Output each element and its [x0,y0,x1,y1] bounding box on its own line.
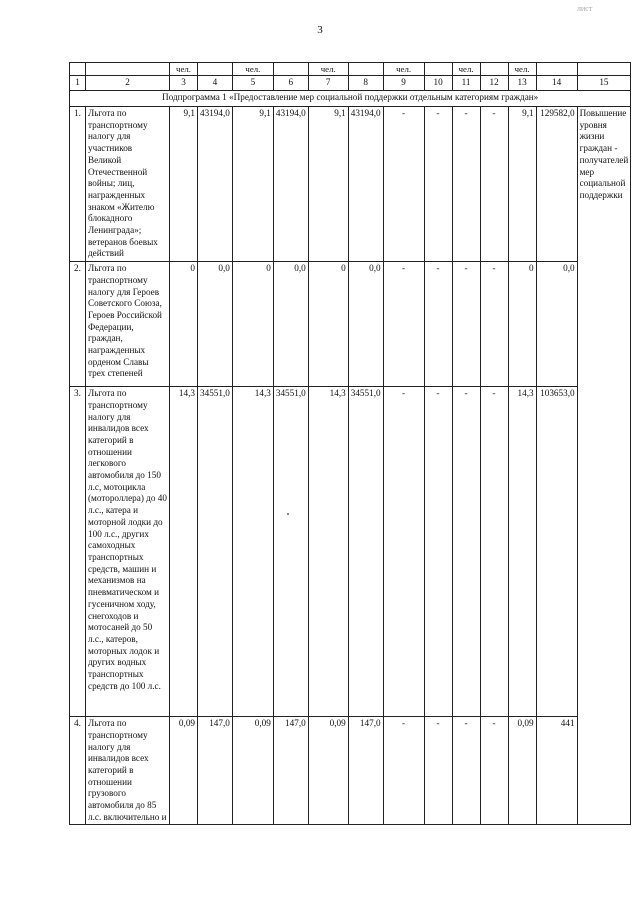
unit-cell [577,63,631,76]
value-cell: 0,09 [232,717,273,825]
value-cell: 9,1 [232,107,273,262]
value-cell: 14,3 [232,387,273,717]
unit-header-row [70,63,631,76]
empty-value-cell: - [424,717,452,825]
value-cell: 43194,0 [348,107,383,262]
unit-cell [480,63,508,76]
column-number: 4 [198,76,233,91]
row-number: 2. [70,262,86,387]
unit-cell: чел. [232,63,273,76]
value-cell: 0 [308,262,348,387]
unit-cell [70,63,86,76]
unit-cell [273,63,308,76]
value-cell: 0,0 [273,262,308,387]
empty-value-cell: - [424,262,452,387]
value-cell: 0,09 [308,717,348,825]
column-number: 3 [170,76,198,91]
unit-cell: чел. [452,63,480,76]
column-number: 11 [452,76,480,91]
table-row [70,262,631,387]
measure-name: Льгота по транспортному налогу для Героев Советского Союза, Героев Российской Федерации, граждан, награжденных орденом Славы трех степеней [86,262,170,387]
value-cell: 34551,0 [198,387,233,717]
value-cell: 43194,0 [273,107,308,262]
value-cell: 441 [536,717,577,825]
value-cell: 0,09 [508,717,536,825]
empty-value-cell: - [452,107,480,262]
empty-value-cell: - [383,387,424,717]
subprogram-title: Подпрограмма 1 «Предоставление мер социальной поддержки отдельным категориям граждан» [70,91,631,107]
unit-cell [86,63,170,76]
value-cell: 0 [508,262,536,387]
value-cell: 14,3 [308,387,348,717]
measure-name: Льгота по транспортному налогу для инвалидов всех категорий в отношении грузового автомобиля до 85 л.с. включительно и [86,717,170,825]
column-number: 10 [424,76,452,91]
empty-value-cell: - [383,107,424,262]
unit-cell: чел. [508,63,536,76]
column-number: 15 [577,76,631,91]
unit-cell [424,63,452,76]
unit-cell: чел. [383,63,424,76]
value-cell: 0 [170,262,198,387]
empty-value-cell: - [383,262,424,387]
value-cell: 0 [232,262,273,387]
column-number: 9 [383,76,424,91]
value-cell: 129582,0 [536,107,577,262]
value-cell: 34551,0 [273,387,308,717]
value-cell: 9,1 [170,107,198,262]
value-cell: 0,09 [170,717,198,825]
measure-name: Льгота по транспортному налогу для участников Великой Отечественной войны; лиц, награжденных знаком «Жителю блокадного Ленинграда»; ветеранов боевых действий [86,107,170,262]
value-cell: 0,0 [348,262,383,387]
empty-value-cell: - [383,717,424,825]
empty-value-cell: - [424,387,452,717]
unit-cell: чел. [308,63,348,76]
table-row [70,107,631,262]
budget-table [69,62,631,825]
subprogram-row [70,91,631,107]
scan-speck [287,513,289,515]
table-row [70,717,631,825]
row-number: 4. [70,717,86,825]
corner-mark: лист [577,4,593,13]
row-number: 3. [70,387,86,717]
value-cell: 34551,0 [348,387,383,717]
measure-name: Льгота по транспортному налогу для инвалидов всех категорий в отношении легкового автомобиля до 150 л.с, мотоцикла (мотороллера) до 40 л.с., катера и моторной лодки до 100 л.с., других самоходных транспортных средств, машин и механизмов на пневматическом и гусеничном ходу, снегоходов и мотосаней до 50 л.с., катеров, моторных лодок и других водных транспортных средств до 100 л.с. [86,387,170,717]
expected-result: Повышение уровня жизни граждан - получателей мер социальной поддержки [577,107,631,825]
empty-value-cell: - [480,717,508,825]
column-number: 13 [508,76,536,91]
value-cell: 0,0 [198,262,233,387]
table-row [70,387,631,717]
column-number: 1 [70,76,86,91]
value-cell: 147,0 [348,717,383,825]
unit-cell [348,63,383,76]
row-number: 1. [70,107,86,262]
value-cell: 103653,0 [536,387,577,717]
empty-value-cell: - [452,387,480,717]
column-number: 7 [308,76,348,91]
value-cell: 147,0 [198,717,233,825]
unit-cell: чел. [170,63,198,76]
empty-value-cell: - [452,717,480,825]
empty-value-cell: - [452,262,480,387]
value-cell: 14,3 [170,387,198,717]
column-number: 12 [480,76,508,91]
empty-value-cell: - [480,107,508,262]
column-number-row [70,76,631,91]
column-number: 5 [232,76,273,91]
value-cell: 9,1 [508,107,536,262]
column-number: 6 [273,76,308,91]
unit-cell [536,63,577,76]
value-cell: 0,0 [536,262,577,387]
column-number: 14 [536,76,577,91]
page-number: 3 [317,24,323,36]
value-cell: 14,3 [508,387,536,717]
column-number: 2 [86,76,170,91]
column-number: 8 [348,76,383,91]
value-cell: 43194,0 [198,107,233,262]
empty-value-cell: - [424,107,452,262]
empty-value-cell: - [480,262,508,387]
unit-cell [198,63,233,76]
value-cell: 9,1 [308,107,348,262]
value-cell: 147,0 [273,717,308,825]
empty-value-cell: - [480,387,508,717]
